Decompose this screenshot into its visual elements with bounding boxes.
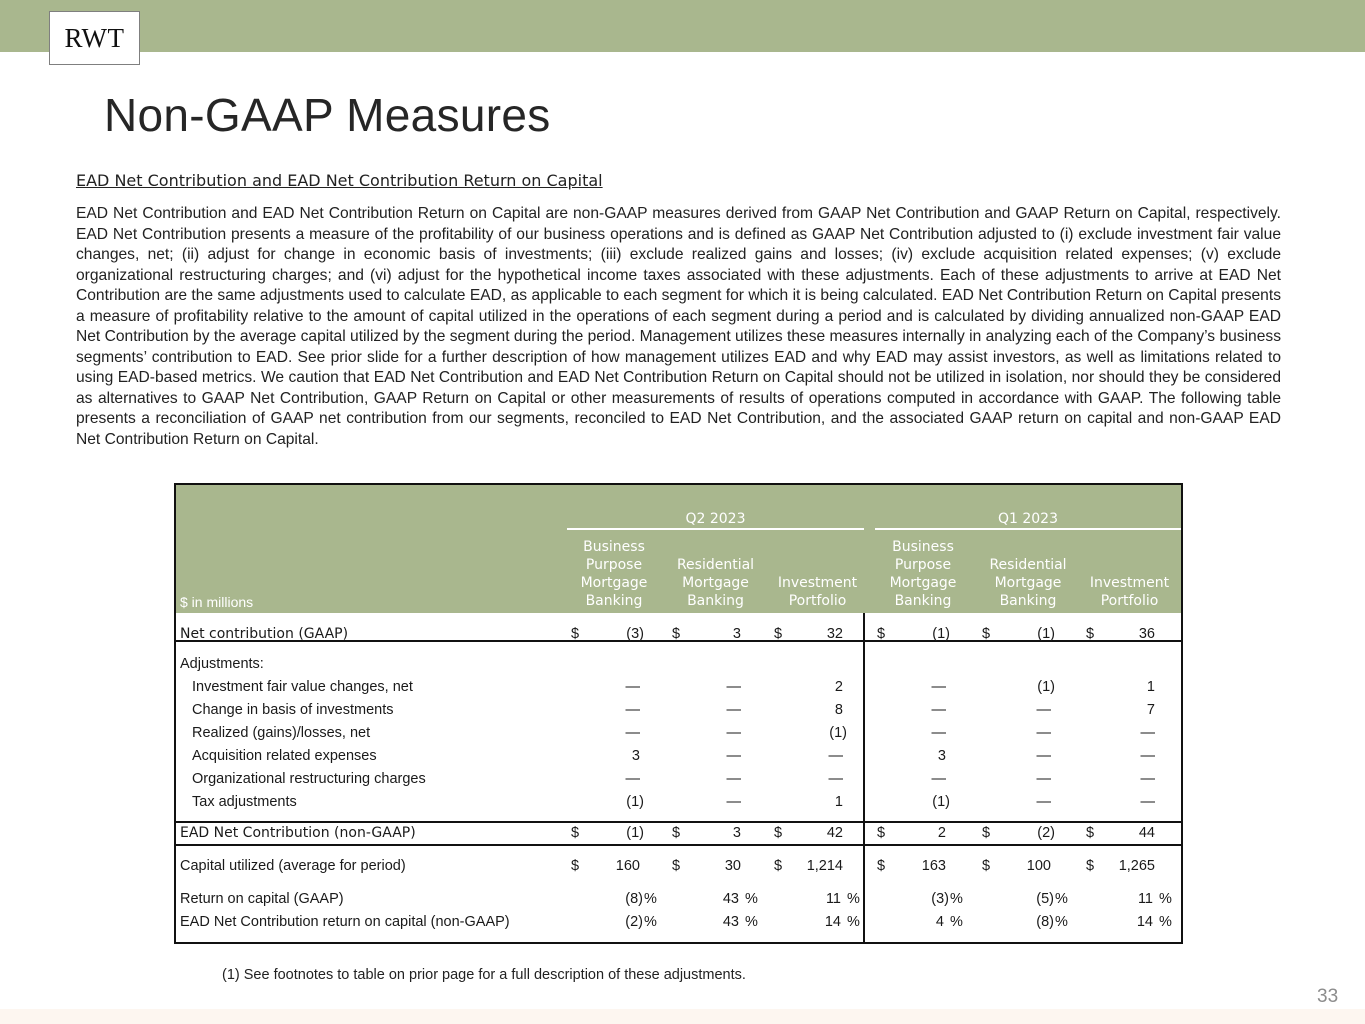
cell-value: 36 <box>1138 626 1155 642</box>
table-cell <box>1086 679 1186 701</box>
bottom-band <box>0 1009 1365 1024</box>
row-label: EAD Net Contribution return on capital (non-GAAP) <box>180 914 510 930</box>
row-label: Change in basis of investments <box>192 702 394 718</box>
cell-value: — <box>828 748 843 764</box>
percent-sign: % <box>950 914 963 930</box>
cell-value: — <box>931 679 946 695</box>
cell-value: (1) <box>932 794 950 810</box>
cell-value: — <box>1140 794 1155 810</box>
table-cell <box>571 914 671 936</box>
dollar-sign: $ <box>571 626 580 642</box>
dollar-sign: $ <box>982 858 991 874</box>
row-label: Return on capital (GAAP) <box>180 891 344 907</box>
cell-value: (1) <box>1037 626 1055 642</box>
table-cell <box>774 825 874 847</box>
cell-value: 43 <box>722 891 739 907</box>
table-row <box>176 748 1181 770</box>
table-cell <box>1086 794 1186 816</box>
table-cell <box>672 914 772 936</box>
period-q2-label: Q2 2023 <box>685 511 746 527</box>
column-header-line: Investment <box>1089 575 1170 591</box>
cell-value: (1) <box>932 626 950 642</box>
column-header <box>975 556 1081 610</box>
table-cell <box>1086 825 1186 847</box>
table-cell <box>774 626 874 648</box>
cell-value: — <box>625 702 640 718</box>
table-cell <box>1086 914 1186 936</box>
period-q2-underline <box>567 528 864 530</box>
column-header <box>871 538 975 610</box>
row-label: Realized (gains)/losses, net <box>192 725 371 741</box>
table-cell <box>877 794 977 816</box>
table-cell <box>774 891 874 913</box>
cell-value: (1) <box>626 825 644 841</box>
table-cell <box>774 725 874 747</box>
table-row <box>176 794 1181 816</box>
top-banner <box>0 0 1365 52</box>
page-number: 33 <box>1317 986 1339 1007</box>
dollar-sign: $ <box>774 825 783 841</box>
cell-value: — <box>726 725 741 741</box>
dollar-sign: $ <box>672 825 681 841</box>
table-cell <box>1086 626 1186 648</box>
table-cell <box>877 914 977 936</box>
cell-value: — <box>625 771 640 787</box>
cell-value: (8) <box>625 891 643 907</box>
percent-sign: % <box>950 891 963 907</box>
page-title: Non-GAAP Measures <box>104 89 551 141</box>
percent-sign: % <box>745 914 758 930</box>
column-header-line: Mortgage <box>682 575 749 591</box>
table-cell <box>571 626 671 648</box>
percent-sign: % <box>847 914 860 930</box>
table-cell <box>672 748 772 770</box>
cell-value: — <box>1140 725 1155 741</box>
dollar-sign: $ <box>1086 626 1095 642</box>
cell-value: (3) <box>626 626 644 642</box>
table-cell <box>982 702 1082 724</box>
cell-value: 3 <box>732 626 741 642</box>
cell-value: 163 <box>921 858 946 874</box>
cell-value: 100 <box>1026 858 1051 874</box>
percent-sign: % <box>644 914 657 930</box>
dollar-sign: $ <box>1086 825 1095 841</box>
table-cell <box>571 891 671 913</box>
column-header-line: Banking <box>687 593 744 609</box>
dollar-sign: $ <box>877 825 886 841</box>
row-label: Acquisition related expenses <box>192 748 377 764</box>
column-header-line: Banking <box>894 593 952 609</box>
cell-value: — <box>1140 771 1155 787</box>
column-header-line: Mortgage <box>889 575 957 591</box>
table-cell <box>1086 771 1186 793</box>
table-cell <box>774 914 874 936</box>
description-paragraph: EAD Net Contribution and EAD Net Contribution Return on Capital are non-GAAP measures derived from GAAP Net Contribution and GAAP Return on Capital, respectively. EAD Net Contribution presents a measure of the profitability of our business operations and is defined as GAAP Net Contribution adjusted to (i) exclude investment fair value changes, net; (ii) adjust for change in economic basis of investments; (iii) exclude realized gains and losses; (iv) exclude acquisition related expenses; (v) exclude organizational restructuring charges; and (vi) adjust for the hypothetical income taxes associated with these adjustments. Each of these adjustments to arrive at EAD Net Contribution are the same adjustments used to calculate EAD, as applicable to each segment for which it is being calculated. EAD Net Contribution Return on Capital presents a measure of profitability relative to the amount of capital utilized in the operations of each segment during a period and is calculated by dividing annualized non-GAAP EAD Net Contribution by the average capital utilized by the segment during the period. Management utilizes these measures internally in analyzing each of the Company’s business segments’ contribution to EAD. See prior slide for a further description of how management utilizes EAD and why EAD may assist investors, as well as limitations related to using EAD-based metrics. We caution that EAD Net Contribution and EAD Net Contribution Return on Capital should not be utilized in isolation, nor should they be considered as alternatives to GAAP Net Contribution, GAAP Return on Capital or other measurements of results of operations computed in accordance with GAAP. The following table presents a reconciliation of GAAP net contribution from our segments, reconciled to EAD Net Contribution, and the associated GAAP return on capital and non-GAAP EAD Net Contribution Return on Capital. <box>76 205 1281 448</box>
table-row <box>176 725 1181 747</box>
table-rule <box>176 821 1181 823</box>
table-row <box>176 656 1181 678</box>
column-header <box>663 556 768 610</box>
table-cell <box>877 891 977 913</box>
cell-value: (3) <box>931 891 949 907</box>
table-cell <box>982 679 1082 701</box>
column-header-line: Mortgage <box>994 575 1062 591</box>
cell-value: (1) <box>829 725 847 741</box>
dollar-sign: $ <box>1086 858 1095 874</box>
table-row <box>176 702 1181 724</box>
cell-value: 1,265 <box>1118 858 1155 874</box>
table-row <box>176 914 1181 936</box>
table-cell <box>1086 891 1186 913</box>
cell-value: — <box>726 771 741 787</box>
table-cell <box>982 825 1082 847</box>
table-cell <box>672 771 772 793</box>
cell-value: (1) <box>1037 679 1055 695</box>
table-cell <box>982 794 1082 816</box>
column-header-line: Portfolio <box>1100 593 1159 609</box>
cell-value: — <box>625 725 640 741</box>
dollar-sign: $ <box>877 626 886 642</box>
row-label: Adjustments: <box>180 656 264 672</box>
table-cell <box>672 891 772 913</box>
cell-value: — <box>931 725 946 741</box>
table-row <box>176 626 1181 648</box>
cell-value: 3 <box>631 748 640 764</box>
cell-value: 44 <box>1138 825 1155 841</box>
table-cell <box>571 825 671 847</box>
table-cell <box>877 825 977 847</box>
table-cell <box>672 626 772 648</box>
period-q1-label: Q1 2023 <box>997 511 1058 527</box>
cell-value: — <box>726 794 741 810</box>
table-row <box>176 679 1181 701</box>
row-label: Capital utilized (average for period) <box>180 858 406 874</box>
table-cell <box>982 725 1082 747</box>
column-header-line: Residential <box>989 557 1067 573</box>
table-cell <box>774 748 874 770</box>
row-label: Tax adjustments <box>192 794 297 810</box>
cell-value: (8) <box>1036 914 1054 930</box>
cell-value: — <box>726 702 741 718</box>
column-header-line: Banking <box>585 593 643 609</box>
table-cell <box>877 748 977 770</box>
table-row <box>176 825 1181 847</box>
cell-value: 32 <box>826 626 843 642</box>
column-header-line: Mortgage <box>580 575 648 591</box>
cell-value: (5) <box>1036 891 1054 907</box>
column-header-line: Portfolio <box>788 593 847 609</box>
footnote: (1) See footnotes to table on prior page for a full description of these adjustments. <box>222 967 746 983</box>
cell-value: 11 <box>1137 891 1153 907</box>
table-header <box>176 485 1181 613</box>
table-cell <box>571 771 671 793</box>
cell-value: 42 <box>826 825 843 841</box>
cell-value: — <box>931 702 946 718</box>
cell-value: 1 <box>834 794 843 810</box>
percent-sign: % <box>847 891 860 907</box>
table-cell <box>982 748 1082 770</box>
reconciliation-table <box>174 483 1183 944</box>
table-cell <box>672 725 772 747</box>
table-cell <box>1086 702 1186 724</box>
column-header-line: Purpose <box>585 557 643 573</box>
cell-value: 3 <box>732 825 741 841</box>
cell-value: — <box>1036 702 1051 718</box>
table-cell <box>982 914 1082 936</box>
cell-value: (2) <box>625 914 643 930</box>
table-cell <box>672 794 772 816</box>
cell-value: 2 <box>834 679 843 695</box>
table-cell <box>571 858 671 880</box>
table-cell <box>571 679 671 701</box>
row-label: EAD Net Contribution (non-GAAP) <box>180 825 416 841</box>
table-cell <box>672 825 772 847</box>
table-cell <box>774 794 874 816</box>
cell-value: 4 <box>935 914 944 930</box>
cell-value: — <box>726 679 741 695</box>
percent-sign: % <box>1055 891 1068 907</box>
table-cell <box>672 679 772 701</box>
table-row <box>176 858 1181 880</box>
table-row <box>176 771 1181 793</box>
percent-sign: % <box>1159 891 1172 907</box>
column-header-line: Business <box>892 539 954 555</box>
table-cell <box>672 858 772 880</box>
percent-sign: % <box>644 891 657 907</box>
table-cell <box>982 771 1082 793</box>
table-cell <box>982 891 1082 913</box>
period-q1-underline <box>875 528 1181 530</box>
table-cell <box>1086 725 1186 747</box>
table-row <box>176 891 1181 913</box>
cell-value: 14 <box>1136 914 1153 930</box>
cell-value: 8 <box>834 702 843 718</box>
table-cell <box>774 858 874 880</box>
cell-value: 1 <box>1146 679 1155 695</box>
table-cell <box>571 725 671 747</box>
cell-value: 3 <box>937 748 946 764</box>
table-cell <box>982 626 1082 648</box>
table-cell <box>571 702 671 724</box>
table-cell <box>774 702 874 724</box>
cell-value: — <box>828 771 843 787</box>
cell-value: — <box>1036 725 1051 741</box>
table-cell <box>877 771 977 793</box>
table-cell <box>877 725 977 747</box>
column-header <box>766 574 869 610</box>
table-cell <box>774 679 874 701</box>
dollar-sign: $ <box>571 858 580 874</box>
dollar-sign: $ <box>982 825 991 841</box>
percent-sign: % <box>745 891 758 907</box>
dollar-sign: $ <box>774 626 783 642</box>
cell-value: — <box>931 771 946 787</box>
table-cell <box>982 858 1082 880</box>
percent-sign: % <box>1159 914 1172 930</box>
column-header-line: Purpose <box>894 557 952 573</box>
column-header <box>562 538 666 610</box>
column-header-line: Business <box>583 539 645 555</box>
cell-value: — <box>1036 748 1051 764</box>
cell-value: — <box>1140 748 1155 764</box>
cell-value: — <box>1036 771 1051 787</box>
unit-label: $ in millions <box>180 594 254 610</box>
table-cell <box>571 748 671 770</box>
table-cell <box>877 679 977 701</box>
cell-value: (1) <box>626 794 644 810</box>
cell-value: 1,214 <box>806 858 843 874</box>
cell-value: 14 <box>824 914 841 930</box>
table-cell <box>1086 858 1186 880</box>
table-cell <box>877 702 977 724</box>
table-cell <box>877 858 977 880</box>
cell-value: (2) <box>1037 825 1055 841</box>
cell-value: 43 <box>722 914 739 930</box>
cell-value: 11 <box>825 891 841 907</box>
section-subtitle: EAD Net Contribution and EAD Net Contribution Return on Capital <box>76 171 603 190</box>
row-label: Organizational restructuring charges <box>192 771 426 787</box>
percent-sign: % <box>1055 914 1068 930</box>
dollar-sign: $ <box>982 626 991 642</box>
dollar-sign: $ <box>774 858 783 874</box>
column-header-line: Investment <box>777 575 858 591</box>
dollar-sign: $ <box>672 858 681 874</box>
cell-value: 30 <box>724 858 741 874</box>
row-label: Investment fair value changes, net <box>192 679 413 695</box>
table-cell <box>1086 748 1186 770</box>
table-cell <box>571 794 671 816</box>
cell-value: — <box>1036 794 1051 810</box>
dollar-sign: $ <box>571 825 580 841</box>
row-label: Net contribution (GAAP) <box>180 626 349 642</box>
column-header-line: Residential <box>676 557 755 573</box>
cell-value: — <box>726 748 741 764</box>
table-cell <box>877 626 977 648</box>
table-cell <box>672 702 772 724</box>
table-cell <box>774 771 874 793</box>
cell-value: — <box>625 679 640 695</box>
cell-value: 160 <box>615 858 640 874</box>
column-header-line: Banking <box>999 593 1057 609</box>
cell-value: 7 <box>1146 702 1155 718</box>
dollar-sign: $ <box>877 858 886 874</box>
cell-value: 2 <box>937 825 946 841</box>
dollar-sign: $ <box>672 626 681 642</box>
company-logo: RWT <box>49 11 140 65</box>
column-header <box>1078 574 1181 610</box>
